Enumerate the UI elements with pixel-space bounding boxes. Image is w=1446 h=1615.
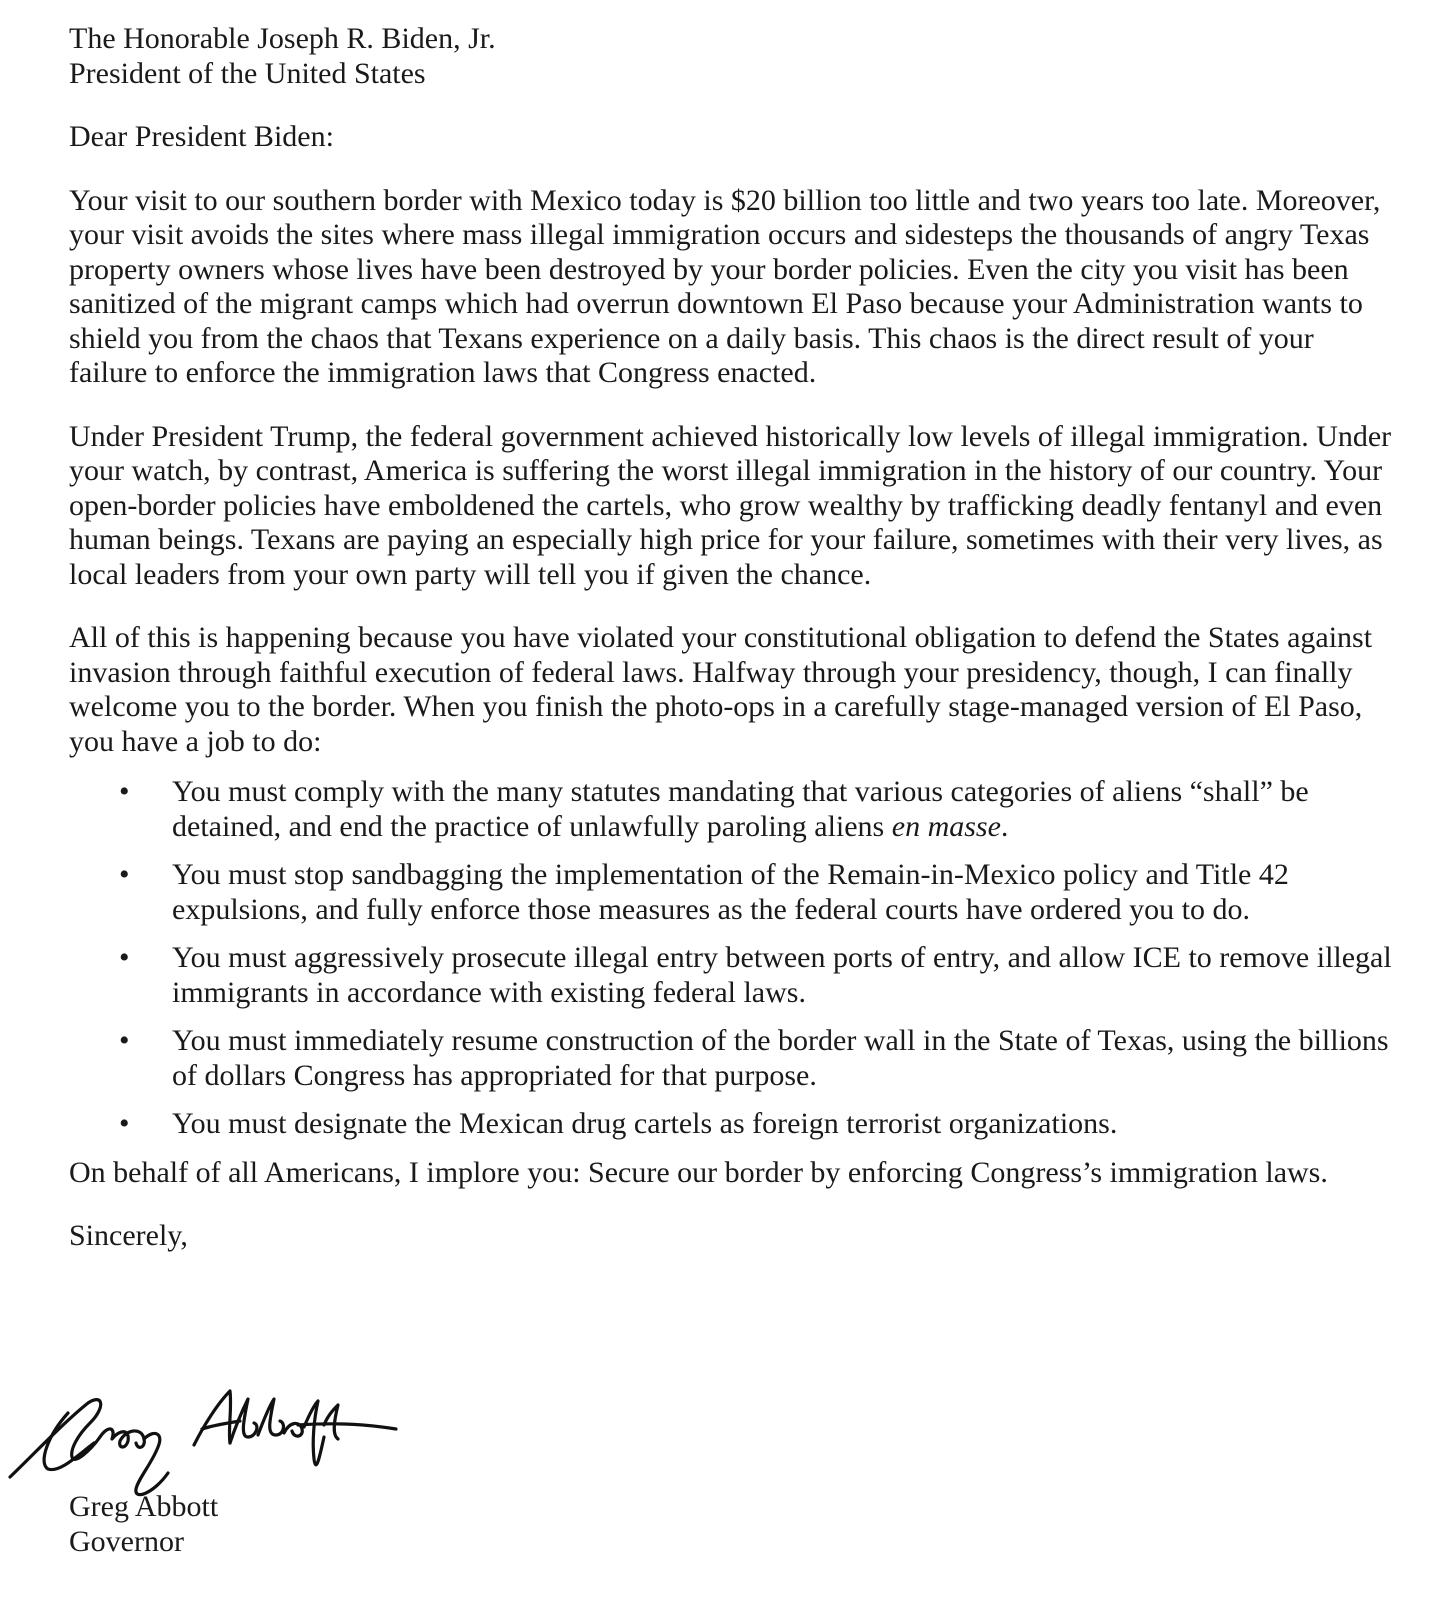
demand-4-text: You must immediately resume construction of the border wall in the State of Texas, using the billions of dollars Congress has appropriated for that purpose. xyxy=(172,1024,1389,1092)
demand-1-text: You must comply with the many statutes mandating that various categories of aliens “shall” be detained, and end the practice of unlawfully paroling aliens xyxy=(172,775,1309,843)
signature-icon xyxy=(8,1385,408,1505)
list-item xyxy=(69,858,1399,927)
list-item xyxy=(69,775,1399,844)
signer-title: Governor xyxy=(69,1524,184,1558)
demand-1-end: . xyxy=(1000,809,1009,843)
list-item xyxy=(69,1024,1399,1093)
demand-2-text: You must stop sandbagging the implementation of the Remain-in-Mexico policy and Title 42 expulsions, and fully enforce those measures as the federal courts have ordered you to do. xyxy=(172,858,1289,926)
list-item xyxy=(69,1107,1399,1142)
paragraph-3: All of this is happening because you have violated your constitutional obligation to defend the States against invasion through faithful execution of federal laws. Halfway through your presidency, though, I can finally welcome you to the border. When you finish the photo-ops in a carefully stage-managed version of El Paso, you have a job to do: xyxy=(69,621,1373,758)
bullet-icon: • xyxy=(119,1024,130,1057)
bullet-icon: • xyxy=(119,775,130,808)
recipient-name: The Honorable Joseph R. Biden, Jr. xyxy=(69,22,496,55)
sign-off: Sincerely, xyxy=(69,1219,188,1252)
recipient-title: President of the United States xyxy=(69,56,426,90)
letter-body xyxy=(69,22,1399,1254)
salutation: Dear President Biden: xyxy=(69,120,334,153)
signature-block xyxy=(69,1490,218,1559)
recipient-address xyxy=(69,22,1399,91)
demands-list xyxy=(69,775,1399,1142)
bullet-icon: • xyxy=(119,858,130,891)
list-item xyxy=(69,941,1399,1010)
bullet-icon: • xyxy=(119,941,130,974)
closing-paragraph: On behalf of all Americans, I implore you: Secure our border by enforcing Congress’s immigration laws. xyxy=(69,1155,1328,1189)
paragraph-1: Your visit to our southern border with Mexico today is $20 billion too little and two years too late. Moreover, your visit avoids the sites where mass illegal immigration occurs and sidesteps the thousands of angry Texas property owners whose lives have been destroyed by your border policies. Even the city you visit has been sanitized of the migrant camps which had overrun downtown El Paso because your Administration wants to shield you from the chaos that Texans experience on a daily basis. This chaos is the direct result of your failure to enforce the immigration laws that Congress enacted. xyxy=(69,183,1381,389)
demand-5-text: You must designate the Mexican drug cartels as foreign terrorist organizations. xyxy=(172,1107,1118,1140)
demand-1-italic: en masse xyxy=(891,809,1001,843)
demand-3-text: You must aggressively prosecute illegal entry between ports of entry, and allow ICE to remove illegal immigrants in accordance with existing federal laws. xyxy=(172,941,1392,1009)
paragraph-2: Under President Trump, the federal government achieved historically low levels of illegal immigration. Under your watch, by contrast, America is suffering the worst illegal immigration in the history of our country. Your open-border policies have emboldened the cartels, who grow wealthy by trafficking deadly fentanyl and even human beings. Texans are paying an especially high price for your failure, sometimes with their very lives, as local leaders from your own party will tell you if given the chance. xyxy=(69,419,1392,591)
signer-name: Greg Abbott xyxy=(69,1490,219,1523)
bullet-icon: • xyxy=(119,1107,130,1140)
